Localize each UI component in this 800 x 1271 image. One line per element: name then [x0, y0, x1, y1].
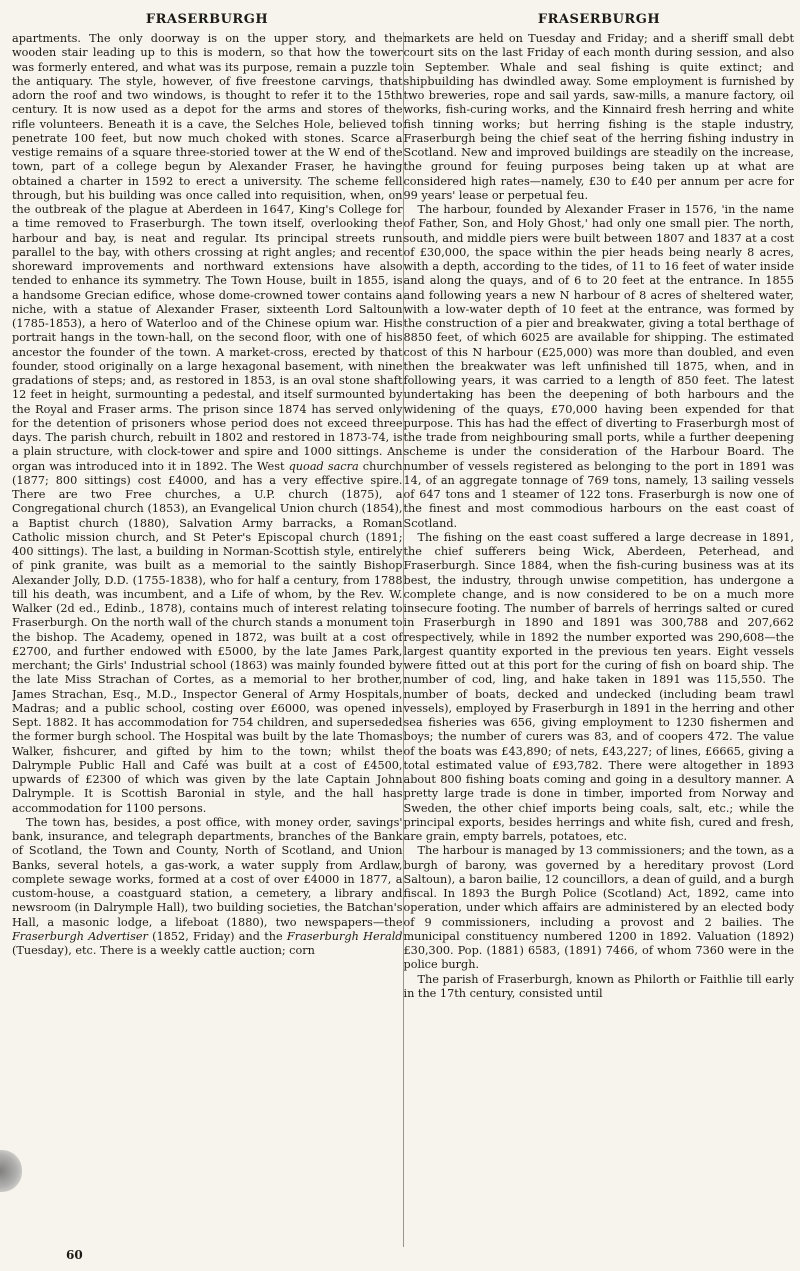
right-running-title: FRASERBURGH [537, 11, 661, 27]
right-paragraph-3: The fishing on the east coast suffered a large decrease in 1891, the chief sufferers being Wick, Aberdeen, Peterhead, and Fraserburgh. Since 1884, when the fish-curing business was at its best, the industry, through unwise competition, has undergone a complete change, and is now considered to be on a much more insecure footing. The number of barrels of herrings salted or cured in Fraserburgh in 1890 and 1891 was 300,788 and 207,662 respectively, while in 1892 the number exported was 290,608—the largest quantity exported in the previous ten years. Eight vessels were fitted out at this port for the curing of fish on board ship. The number of cod, ling, and hake taken in 1891 was 115,550. The number of boats, decked and undecked (including beam trawl vessels), employed by Fraserburgh in 1891 in the herring and other sea fisheries was 656, giving employment to 1230 fishermen and boys; the number of curers was 83, and of coopers 472. The value of the boats was £43,890; of nets, £43,227; of lines, £6665, giving a total estimated value of £93,782. There were altogether in 1893 about 800 fishing boats coming and going in a desultory manner. A pretty large trade is done in timber, imported from Norway and Sweden, the other chief imports being coals, salt, etc.; while the principal exports, besides herrings and white fish, cured and fresh, are grain, empty barrels, potatoes, etc. [403, 530, 794, 843]
right-paragraph-2: The harbour, founded by Alexander Fraser in 1576, 'in the name of Father, Son, and Holy Ghost,' had only one small pier. The north, south, and middle piers were built between 1807 and 1837 at a cost of £30,000, the space within the pier heads being nearly 8 acres, with a depth, according to the tides, of 11 to 16 feet of water inside and along the quays, and of 6 to 20 feet at the entrance. In 1855 and following years a new N harbour of 8 acres of sheltered water, with a low-water depth of 10 feet at the entrance, was formed by the construction of a pier and breakwater, giving a total berthage of 8850 feet, of which 6025 are available for shipping. The estimated cost of this N harbour (£25,000) was more than doubled, and even then the breakwater was left unfinished till 1875, when, and in following years, it was carried to a length of 850 feet. The latest undertaking has been the deepening of both harbours and the widening of the quays, £70,000 having been expended for that purpose. This has had the effect of diverting to Fraserburgh most of the trade from neighbouring small ports, while a further deepening scheme is under the consideration of the Harbour Board. The number of vessels registered as belonging to the port in 1891 was 14, of an aggregate tonnage of 769 tons, namely, 13 sailing vessels of 647 tons and 1 steamer of 122 tons. Fraserburgh is now one of the finest and most commodious harbours on the east coast of Scotland. [403, 203, 794, 530]
right-paragraph-4: The harbour is managed by 13 commissioners; and the town, as a burgh of barony, was governed by a hereditary provost (Lord Saltoun), a baron bailie, 12 councillors, a dean of guild, and a burgh fiscal. In 1893 the Burgh Police (Scotland) Act, 1892, came into operation, under which affairs are administered by an elected body of 9 commissioners, including a provost and 2 bailies. The municipal constituency numbered 1200 in 1892. Valuation (1892) £30,300. Pop. (1881) 6583, (1891) 7466, of whom 7360 were in the police burgh. [403, 844, 794, 972]
left-p2-text-a: The town has, besides, a post office, with money order, savings' bank, insurance, and telegraph departments, branches of the Bank of Scotland, the Town and County, North of Scotland, and Union Banks, several hotels, a gas-work, a water supply from Ardlaw, complete sewage works, formed at a cost of over £4000 in 1877, a custom-house, a coastguard station, a cemetery, a library and newsroom (in Dalrymple Hall), two building societies, the Batchan's Hall, a masonic lodge, a lifeboat (1880), two newspapers—the [12, 815, 403, 929]
left-p2-italic-1: Fraserburgh Advertiser [12, 929, 148, 943]
page-number: 60 [66, 1248, 83, 1262]
right-paragraph-1: markets are held on Tuesday and Friday; and a sheriff small debt court sits on the last Friday of each month during session, and also in September. Whale and seal fishing is quite extinct; and shipbuilding has dwindled away. Some employment is furnished by two breweries, rope and sail yards, saw-mills, a manure factory, oil works, fish-curing works, and the Kinnaird fresh herring and white fish tinning works; but herring fishing is the staple industry, Fraserburgh being the chief seat of the herring fishing industry in Scotland. New and improved buildings are steadily on the increase, the ground for feuing purposes being taken up at what are considered high rates—namely, £30 to £40 per annum per acre for 99 years' lease or perpetual feu. [403, 32, 794, 202]
right-column [404, 32, 795, 1247]
running-header [12, 6, 794, 32]
left-paragraph-1 [12, 32, 403, 816]
left-p2-text-c: (Tuesday), etc. There is a weekly cattle auction; corn [12, 944, 315, 957]
left-column [12, 32, 403, 1247]
left-paragraph-2 [12, 816, 403, 959]
text-columns [12, 32, 794, 1247]
left-p2-italic-2: Fraserburgh Herald [286, 929, 403, 943]
left-p1-italic: quoad sacra [288, 459, 359, 473]
left-p1-text-b: church (1877; 800 sittings) cost £4000, and has a very effective spire. There are two Free churches, a U.P. church (1875), a Congregational church (1853), an Evangelical Union church (1854), a Baptist church (1880), Salvation Army barracks, a Roman Catholic mission church, and St Peter's Episcopal church (1891; 400 sittings). The last, a building in Norman-Scottish style, entirely of pink granite, was built as a memorial to the saintly Bishop Alexander Jolly, D.D. (1755-1838), who for half a century, from 1788 till his death, was incumbent, and a Life of whom, by the Rev. W. Walker (2d ed., Edinb., 1878), contains much of interest relating to Fraserburgh. On the north wall of the church stands a monument to the bishop. The Academy, opened in 1872, was built at a cost of £2700, and further endowed with £5000, by the late James Park, merchant; the Girls' Industrial school (1863) was mainly founded by the late Miss Strachan of Cortes, as a memorial to her brother, James Strachan, Esq., M.D., Inspector General of Army Hospitals, Madras; and a public school, costing over £6000, was opened in Sept. 1882. It has accommodation for 754 children, and superseded the former burgh school. The Hospital was built by the late Thomas Walker, fishcurer, and gifted by him to the town; whilst the Dalrymple Public Hall and Café was built at a cost of £4500, upwards of £2300 of which was given by the late Captain John Dalrymple. It is Scottish Baronial in style, and the hall has accommodation for 1100 persons. [12, 459, 403, 815]
right-paragraph-5: The parish of Fraserburgh, known as Philorth or Faithlie till early in the 17th century, consisted until [403, 972, 794, 1000]
left-p2-text-b: (1852, Friday) and the [147, 929, 287, 943]
left-p1-text-a: apartments. The only doorway is on the upper story, and the wooden stair leading up to this is modern, so that how the tower was formerly entered, and what was its purpose, remain a puzzle to the antiquary. The style, however, of five freestone carvings, that adorn the roof and two windows, is thought to refer it to the 15th century. It is now used as a depot for the arms and stores of the rifle volunteers. Beneath it is a cave, the Selches Hole, believed to penetrate 100 feet, but now much choked with stones. Scarce a vestige remains of a square three-storied tower at the W end of the town, part of a college begun by Alexander Fraser, he having obtained a charter in 1592 to erect a university. The scheme fell through, but his building was once called into requisition, when, on the outbreak of the plague at Aberdeen in 1647, King's College for a time removed to Fraserburgh. The town itself, overlooking the harbour and bay, is neat and regular. Its principal streets run parallel to the bay, with others crossing at right angles; and recent shoreward improvements and northward extensions have also tended to enhance its symmetry. The Town House, built in 1855, is a handsome Grecian edifice, whose dome-crowned tower contains a niche, with a statue of Alexander Fraser, sixteenth Lord Saltoun (1785-1853), a hero of Waterloo and of the Chinese opium war. His portrait hangs in the town-hall, on the second floor, with one of his ancestor the founder of the town. A market-cross, erected by that founder, stood originally on a large hexagonal basement, with nine gradations of steps; and, as restored in 1853, is an oval stone shaft 12 feet in height, surmounting a pedestal, and itself surmounted by the Royal and Fraser arms. The prison since 1874 has served only for the detention of prisoners whose period does not exceed three days. The parish church, rebuilt in 1802 and restored in 1873-74, is a plain structure, with clock-tower and spire and 1000 sittings. An organ was introduced into it in 1892. The West [12, 32, 403, 473]
left-running-title: FRASERBURGH [145, 11, 269, 27]
